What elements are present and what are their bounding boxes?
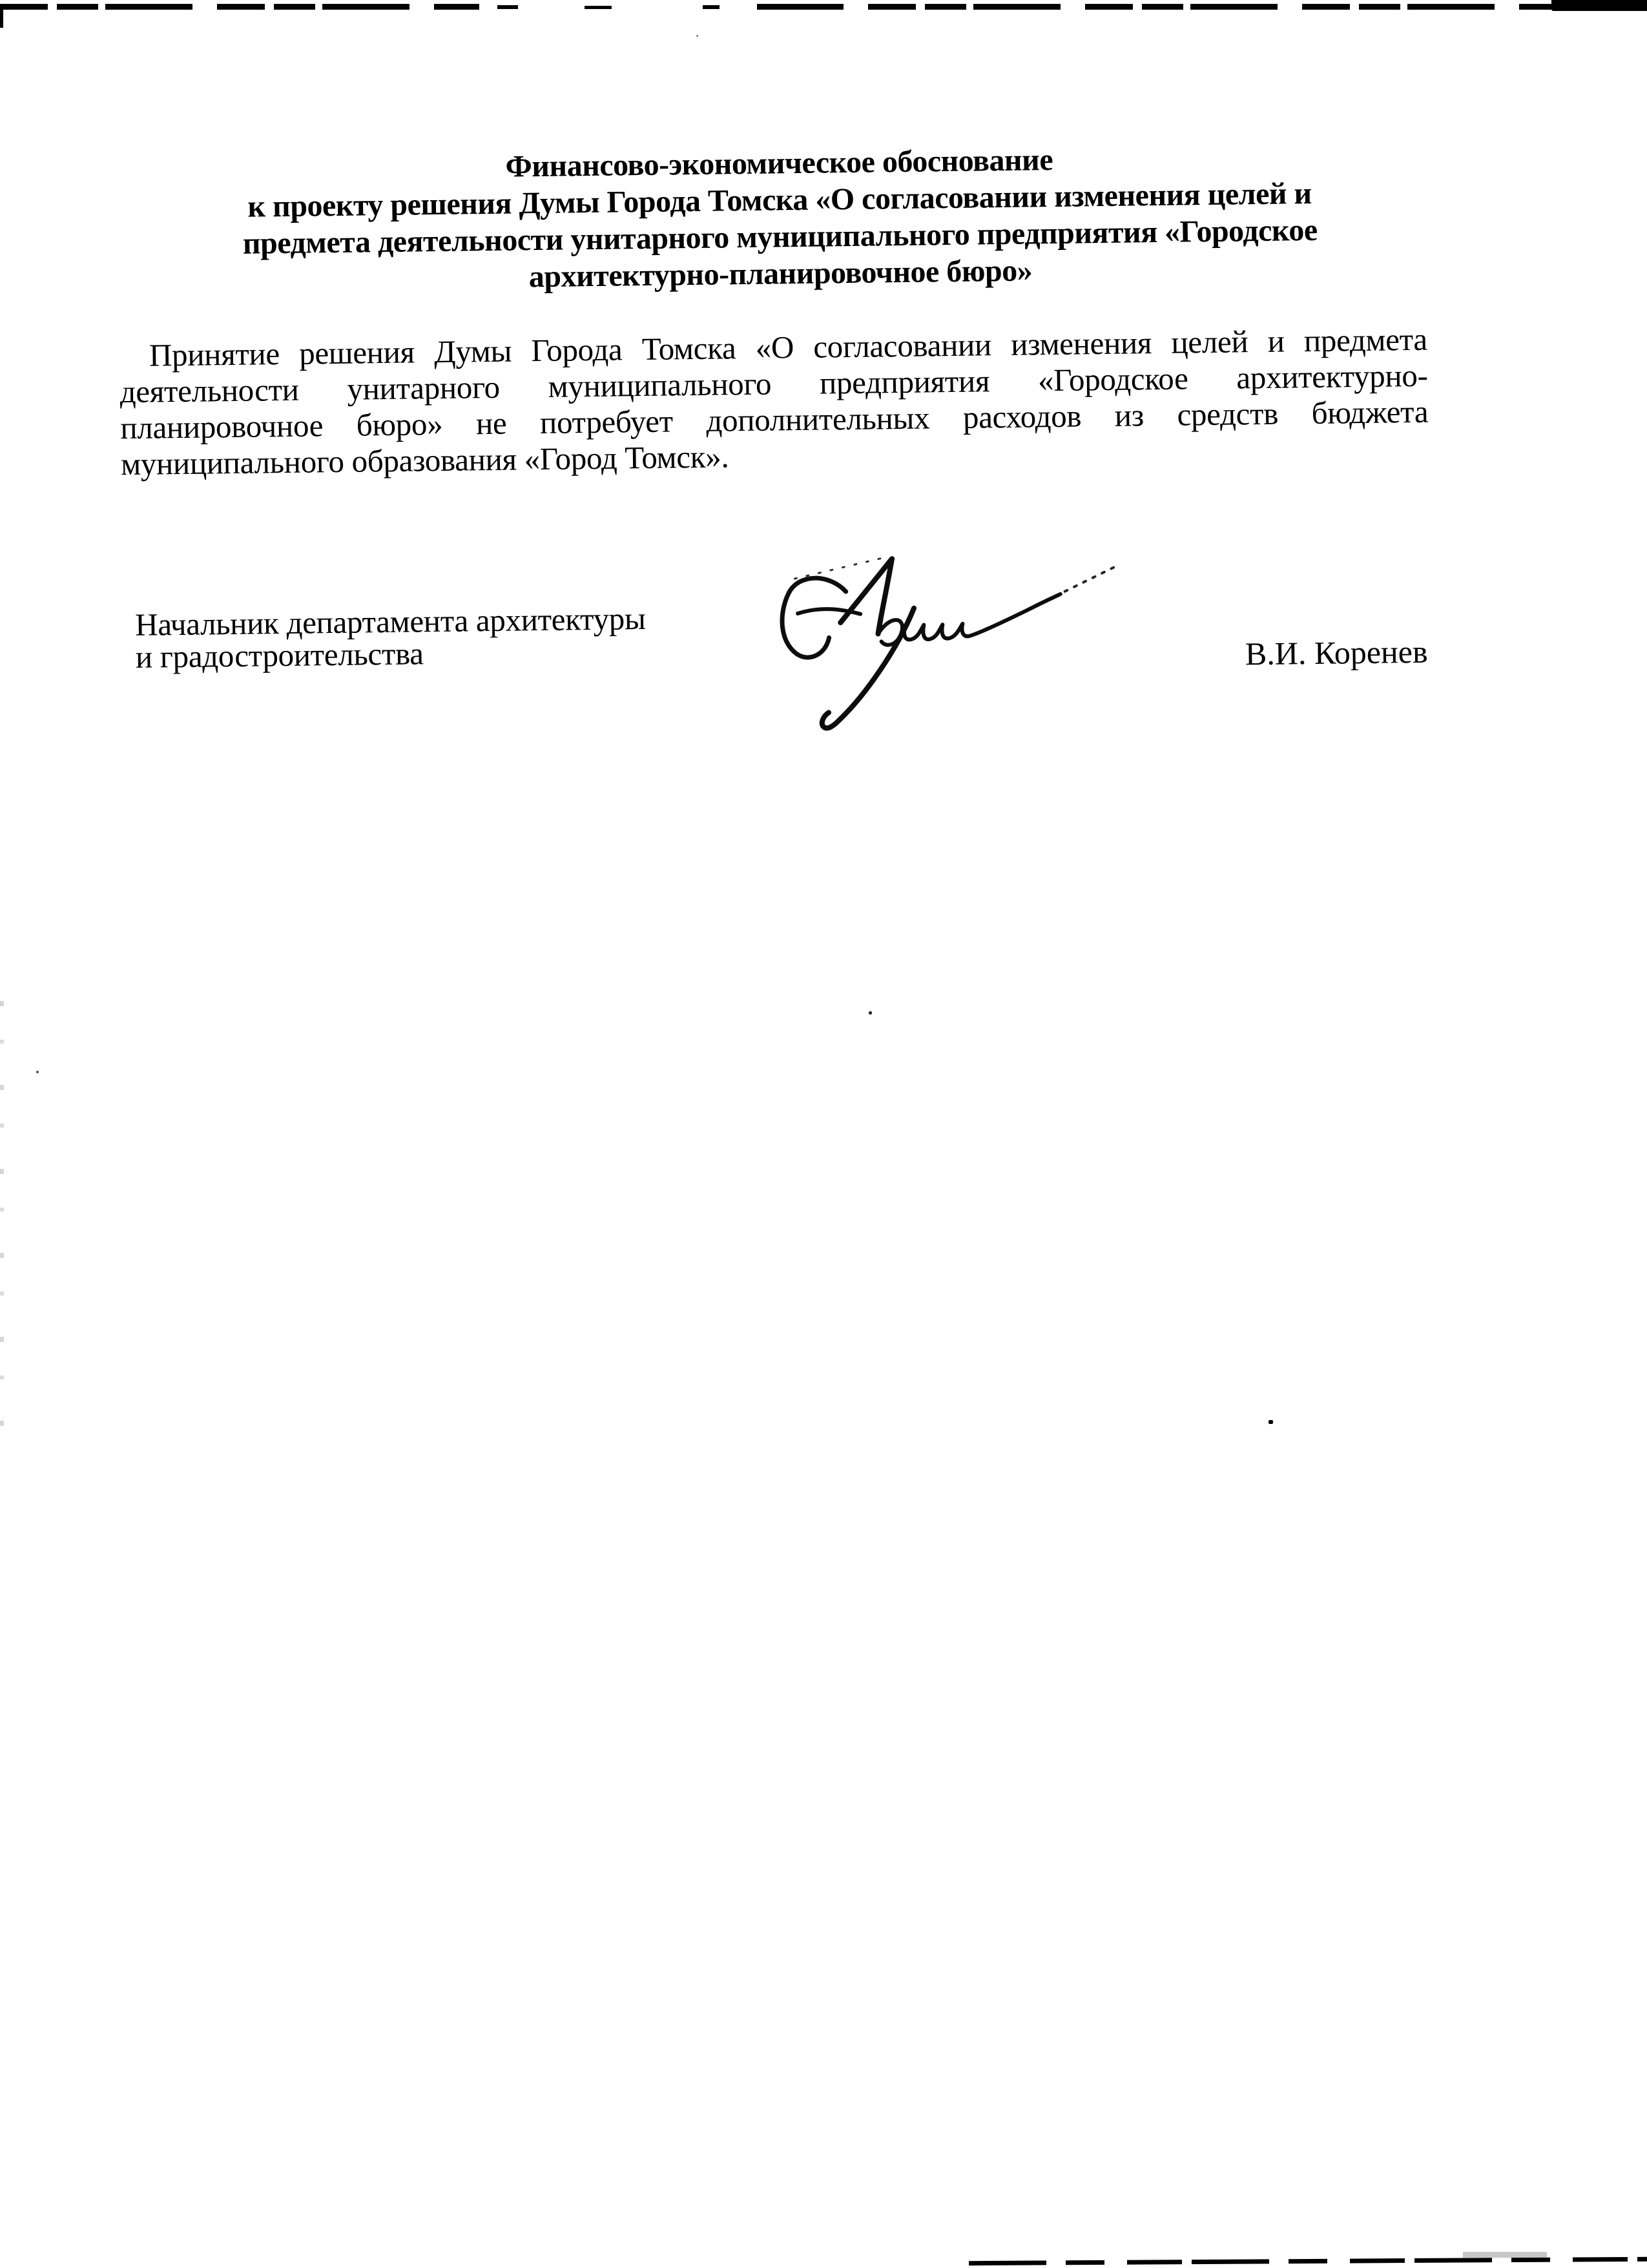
scan-speck (869, 1011, 872, 1015)
scan-artifact-smudge (1463, 2252, 1547, 2258)
body-paragraph (119, 322, 1429, 482)
word: и (1267, 323, 1285, 359)
scan-artifact-tick (585, 6, 612, 9)
scan-artifact-tick (703, 5, 720, 9)
word: средств (1177, 395, 1279, 433)
signature-stroke-e-loop (782, 578, 847, 658)
word: изменения (1010, 325, 1152, 362)
signer-position-line-2: и градостроительства (135, 635, 424, 675)
title-line-2: к проекту решения Думы Города Томска «О согласовании изменения целей и (247, 176, 1312, 224)
scan-artifact-edge-noise (0, 1001, 4, 1453)
word: Принятие (149, 336, 280, 373)
word: бюро» (356, 406, 443, 443)
title-line-1: Финансово-экономическое обоснование (505, 143, 1053, 184)
paragraph-line-4: муниципального образования «Город Томск». (120, 438, 729, 482)
word: не (475, 405, 507, 442)
word: Томска (641, 330, 736, 367)
scan-artifact-bottom-band (969, 2257, 1647, 2265)
scan-artifact-top-band (0, 4, 1647, 10)
word: решения (298, 334, 415, 371)
word: Города (531, 331, 623, 369)
word: расходов (962, 398, 1082, 435)
word: муниципального (548, 366, 772, 404)
scan-speck (696, 35, 698, 37)
word: планировочное (120, 407, 324, 446)
title-line-4: архитектурно-планировочное бюро» (528, 253, 1033, 294)
handwritten-signature-icon (732, 550, 1135, 755)
word: предприятия (819, 363, 990, 401)
scan-artifact-corner-blob (1551, 0, 1647, 11)
word: Думы (433, 333, 512, 370)
scan-artifact-edge-tick (0, 5, 3, 28)
word: бюджета (1311, 393, 1429, 431)
word: архитектурно- (1236, 357, 1428, 396)
word: целей (1171, 324, 1248, 360)
signer-position-label (134, 600, 647, 675)
word: потребует (539, 403, 674, 441)
signer-name: В.И. Коренев (1245, 633, 1428, 672)
signer-position-line-1: Начальник департамента архитектуры (134, 600, 646, 643)
scan-artifact-tick (497, 5, 518, 9)
word: «Городское (1037, 360, 1188, 398)
word: предмета (1303, 321, 1428, 359)
scan-speck (1269, 1420, 1273, 1424)
word: согласовании (813, 327, 992, 365)
word: дополнительных (706, 400, 930, 438)
word: деятельности (119, 371, 299, 410)
signature-stroke-tail-dashes (1064, 565, 1119, 592)
scan-speck (36, 1071, 39, 1073)
signature-stroke-skip-dashes (794, 557, 887, 579)
word: из (1114, 397, 1145, 433)
word: унитарного (347, 369, 501, 407)
document-title (117, 136, 1443, 300)
word: «О (755, 329, 794, 366)
signature-stroke-zigzag (904, 594, 1061, 640)
title-line-3: предмета деятельности унитарного муниципального предприятия «Городское (242, 212, 1318, 261)
